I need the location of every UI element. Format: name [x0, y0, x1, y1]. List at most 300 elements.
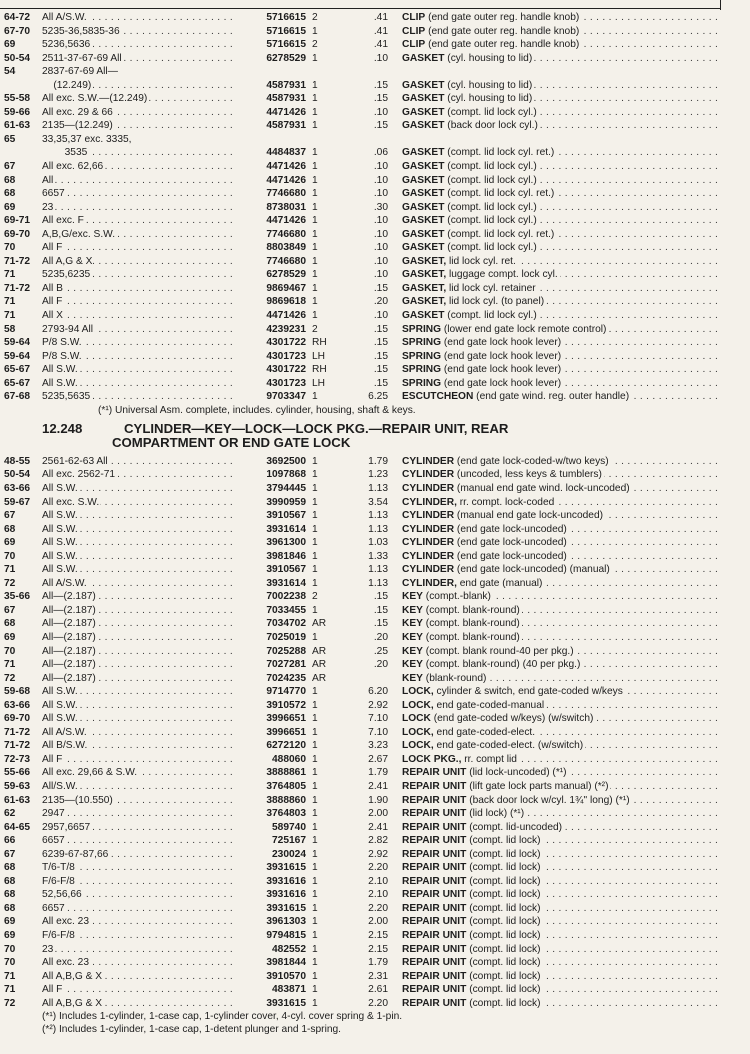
part-number-cell: 7024235	[266, 672, 306, 684]
part-detail: (compt. lid lock cyl.)	[447, 161, 537, 173]
model-text: All B	[42, 282, 63, 294]
part-name: REPAIR UNIT	[402, 957, 467, 969]
model-text: 2511-37-67-69 All	[42, 52, 122, 64]
model-cell	[42, 146, 236, 160]
price-cell: .20	[373, 296, 388, 308]
price-cell: 3.23	[368, 740, 388, 752]
model-text: All—(2.187)	[42, 618, 96, 630]
part-name: LOCK	[402, 713, 431, 725]
part-name: GASKET	[402, 52, 445, 64]
table-row	[4, 672, 720, 686]
model-cell	[42, 780, 236, 794]
model-cell	[42, 52, 236, 66]
description-cell	[388, 577, 720, 591]
part-number-cell: 483871	[272, 984, 306, 996]
description-text	[402, 916, 543, 927]
description-cell	[388, 377, 720, 391]
part-number-cell: 4471426	[266, 161, 306, 173]
year-cell: 71	[4, 269, 16, 281]
year-cell: 54	[4, 66, 16, 78]
part-name: GASKET	[402, 188, 445, 200]
description-text	[402, 551, 569, 562]
model-cell	[42, 956, 236, 970]
part-detail: (manual end gate lock-uncoded)	[456, 510, 604, 522]
part-number-cell: 589740	[272, 821, 306, 833]
year-cell: 72	[4, 997, 16, 1009]
part-detail: (back door lock cyl.)	[447, 120, 538, 132]
year-cell: 68	[4, 618, 16, 630]
model-text: All exc. S.W.	[42, 496, 100, 508]
model-text: All F	[42, 296, 63, 308]
description-text	[402, 147, 556, 158]
price-cell: .15	[373, 350, 388, 362]
table-row	[4, 468, 720, 482]
model-cell	[42, 455, 236, 469]
table-row	[4, 699, 720, 713]
part-number-cell: 9794815	[266, 930, 306, 941]
part-number-cell: 4301722	[266, 337, 306, 349]
table-row	[4, 38, 720, 52]
table-row	[4, 726, 720, 740]
model-text: All	[42, 174, 54, 186]
part-detail: (compt. lid lock)	[469, 916, 541, 928]
model-text: All exc. 29 & 66	[42, 106, 113, 118]
price-cell: 2.15	[368, 930, 388, 941]
part-name: KEY	[402, 672, 423, 684]
model-text: 23	[42, 201, 54, 213]
table-row	[4, 79, 720, 93]
description-cell	[388, 79, 720, 93]
year-cell: 64-72	[4, 12, 31, 23]
table-row	[4, 834, 720, 848]
model-text: 6657	[42, 188, 65, 200]
description-cell	[388, 187, 720, 201]
price-cell: 2.10	[368, 875, 388, 887]
description-cell	[388, 309, 720, 323]
description-cell	[388, 201, 720, 215]
table-row	[4, 228, 720, 242]
quantity-cell: 1	[312, 808, 318, 820]
year-cell: 66	[4, 835, 16, 847]
part-detail: (manual end gate wind. lock-uncoded)	[456, 482, 630, 494]
price-cell: .15	[373, 618, 388, 630]
price-cell: 2.15	[368, 943, 388, 955]
year-cell: 71	[4, 659, 16, 671]
section-heading	[4, 422, 720, 451]
quantity-cell: 1	[312, 726, 318, 738]
year-cell: 59-68	[4, 686, 31, 698]
part-number-cell: 5716615	[266, 25, 306, 37]
part-name: REPAIR UNIT	[402, 970, 467, 982]
model-text: All S.W.	[42, 364, 78, 376]
description-text	[402, 646, 576, 657]
model-text: All exc. 23	[42, 916, 89, 928]
table-row	[4, 160, 720, 174]
part-number-cell: 3794445	[266, 482, 306, 494]
part-name: LOCK,	[402, 740, 434, 752]
model-text: All S.W.	[42, 537, 78, 549]
price-cell: .41	[373, 12, 388, 23]
description-cell	[388, 807, 720, 821]
quantity-cell: 1	[312, 120, 318, 132]
description-cell	[388, 983, 720, 997]
part-detail: (lift gate lock parts manual) (*²)	[469, 780, 609, 792]
quantity-cell: 1	[312, 916, 318, 928]
description-cell	[388, 645, 720, 659]
description-cell	[388, 455, 720, 469]
part-number-cell: 3961303	[266, 916, 306, 928]
part-detail: (compt. lid lock)	[469, 957, 541, 969]
part-detail: (compt. lid lock cyl.)	[447, 174, 537, 186]
quantity-cell: 1	[312, 510, 318, 522]
part-detail: rr. compt. lock-coded	[459, 496, 555, 508]
part-detail: rr. compt lid	[464, 753, 517, 765]
part-number-cell: 7025019	[266, 631, 306, 643]
table-row	[4, 997, 720, 1011]
model-text: 2793-94 All	[42, 323, 93, 335]
year-cell: 63-66	[4, 699, 31, 711]
price-cell: 1.33	[368, 550, 388, 562]
description-cell	[388, 336, 720, 350]
model-text: P/8 S.W.	[42, 337, 82, 349]
part-number-cell: 4239231	[266, 323, 306, 335]
price-cell: .10	[373, 228, 388, 240]
quantity-cell: 1	[312, 161, 318, 173]
description-text	[402, 324, 608, 335]
part-number-cell: 9869467	[266, 282, 306, 294]
description-cell	[388, 106, 720, 120]
description-text	[402, 283, 538, 294]
price-cell: 2.41	[368, 780, 388, 792]
part-name: SPRING	[402, 350, 442, 362]
price-cell: 1.90	[368, 794, 388, 806]
quantity-cell: 1	[312, 296, 318, 308]
price-cell: 2.82	[368, 835, 388, 847]
quantity-cell: 1	[312, 174, 318, 186]
table-row	[4, 323, 720, 337]
model-text: All S.W.	[42, 713, 78, 725]
year-cell: 71	[4, 310, 16, 322]
part-detail: luggage compt. lock cyl.	[449, 269, 558, 281]
part-detail: (compt. lid lock)	[469, 984, 541, 996]
footnote-2: (*²) Includes 1-cylinder, 1-case cap, 1-detent plunger and 1-spring.	[42, 1024, 341, 1036]
description-text	[402, 618, 522, 629]
table-row	[4, 336, 720, 350]
section-number: 12.248	[42, 420, 83, 436]
table-row	[4, 363, 720, 377]
part-name: ESCUTCHEON	[402, 391, 474, 403]
quantity-cell: 1	[312, 242, 318, 254]
part-name: CLIP	[402, 25, 426, 37]
part-number-cell: 4471426	[266, 215, 306, 227]
model-cell	[42, 997, 236, 1011]
table-row	[4, 119, 720, 133]
model-text: 2561-62-63 All	[42, 455, 108, 467]
description-text	[402, 310, 539, 321]
part-detail: (compt. lid lock)	[469, 889, 541, 901]
description-text	[402, 876, 543, 887]
part-detail: (end gate wind. reg. outer handle)	[476, 391, 630, 403]
part-name: CYLINDER	[402, 469, 455, 481]
model-text: 5235,5635	[42, 391, 91, 403]
description-cell	[388, 390, 720, 404]
model-cell	[42, 174, 236, 188]
model-text: All B/S.W.	[42, 740, 88, 752]
quantity-cell: 1	[312, 970, 318, 982]
price-cell: .10	[373, 106, 388, 118]
part-number-cell: 7025288	[266, 645, 306, 657]
part-detail: (compt. lid lock cyl.)	[447, 106, 537, 118]
description-text	[402, 120, 540, 131]
model-cell	[42, 970, 236, 984]
part-name: GASKET	[402, 79, 445, 91]
table-row	[4, 604, 720, 618]
description-cell	[388, 496, 720, 510]
table-row	[4, 658, 720, 672]
part-number-cell: 3888861	[266, 767, 306, 779]
model-cell	[42, 834, 236, 848]
model-text: 2837-67-69 All—	[42, 66, 118, 78]
part-number-cell: 6278529	[266, 269, 306, 281]
model-cell	[42, 241, 236, 255]
part-number-cell: 8738031	[266, 201, 306, 213]
description-cell	[388, 119, 720, 133]
year-cell: 59-64	[4, 350, 31, 362]
part-number-cell: 488060	[272, 753, 306, 765]
model-cell	[42, 645, 236, 659]
model-cell	[42, 699, 236, 713]
description-cell	[388, 875, 720, 889]
model-text: 2957,6657	[42, 821, 91, 833]
description-cell	[388, 228, 720, 242]
description-cell	[388, 915, 720, 929]
model-cell	[42, 119, 236, 133]
description-text	[402, 903, 543, 914]
part-name: SPRING	[402, 337, 442, 349]
part-detail: (end gate lock hook lever)	[443, 364, 562, 376]
model-cell	[42, 228, 236, 242]
model-text: All S.W.	[42, 523, 78, 535]
part-name: CLIP	[402, 39, 426, 51]
year-cell: 68	[4, 862, 16, 874]
model-text: All—(2.187)	[42, 604, 96, 616]
table-row	[4, 631, 720, 645]
part-detail: (compt. lid lock)	[469, 930, 541, 941]
model-cell	[42, 712, 236, 726]
model-text: All A,B,G & X	[42, 997, 103, 1009]
model-cell	[42, 214, 236, 228]
quantity-cell: 1	[312, 93, 318, 105]
model-cell	[42, 133, 236, 147]
price-cell: .15	[373, 377, 388, 389]
part-name: GASKET	[402, 147, 445, 159]
model-text: All A/S.W.	[42, 577, 87, 589]
part-name: CYLINDER	[402, 564, 455, 576]
description-text	[402, 740, 585, 751]
quantity-cell: 1	[312, 269, 318, 281]
quantity-cell: AR	[312, 618, 327, 630]
year-cell: 58	[4, 323, 16, 335]
year-cell: 70	[4, 957, 16, 969]
part-number-cell: 230024	[272, 848, 306, 860]
description-cell	[388, 133, 720, 147]
description-text	[402, 80, 534, 91]
quantity-cell: 1	[312, 215, 318, 227]
part-detail: lid lock cyl. ret.	[449, 255, 516, 267]
part-number-cell: 4587931	[266, 120, 306, 132]
description-text	[402, 686, 625, 697]
description-text	[402, 822, 564, 833]
quantity-cell: 1	[312, 537, 318, 549]
footnote-universal-asm: (*¹) Universal Asm. complete, includes. cylinder, housing, shaft & keys.	[98, 404, 416, 416]
part-name: KEY	[402, 604, 423, 616]
year-cell: 71	[4, 296, 16, 308]
part-number-cell: 4301723	[266, 350, 306, 362]
description-text	[402, 605, 522, 616]
part-number-cell: 4301723	[266, 377, 306, 389]
year-cell: 69	[4, 930, 16, 941]
quantity-cell: 1	[312, 455, 318, 467]
model-text: 5236,5636	[42, 39, 91, 51]
part-name: KEY	[402, 618, 423, 630]
model-cell	[42, 617, 236, 631]
description-text	[402, 242, 539, 253]
year-cell: 68	[4, 889, 16, 901]
description-cell	[388, 861, 720, 875]
year-cell: 68	[4, 902, 16, 914]
table-row	[4, 255, 720, 269]
description-cell	[388, 268, 720, 282]
model-text: All—(2.187)	[42, 591, 96, 603]
price-cell: .10	[373, 188, 388, 200]
description-cell	[388, 295, 720, 309]
part-number-cell: 4484837	[266, 147, 306, 159]
model-cell	[42, 268, 236, 282]
part-name: REPAIR UNIT	[402, 902, 467, 914]
description-cell	[388, 848, 720, 862]
model-text: All/S.W.	[42, 780, 78, 792]
price-cell: 1.13	[368, 510, 388, 522]
part-detail: (compt. blank round-40 per pkg.)	[425, 645, 574, 657]
table-row	[4, 550, 720, 564]
part-detail: (cyl. housing to lid)	[447, 93, 533, 105]
model-text: All exc. 29,66 & S.W.	[42, 767, 138, 779]
part-number-cell: 3931614	[266, 577, 306, 589]
model-cell	[42, 915, 236, 929]
part-number-cell: 3910567	[266, 564, 306, 576]
year-cell: 70	[4, 242, 16, 254]
table-row	[4, 455, 720, 469]
quantity-cell: RH	[312, 364, 327, 376]
model-cell	[42, 766, 236, 780]
model-cell	[42, 295, 236, 309]
year-cell: 48-55	[4, 455, 31, 467]
quantity-cell: LH	[312, 350, 326, 362]
description-text	[402, 53, 534, 64]
model-text: All A,G & X	[42, 255, 93, 267]
description-cell	[388, 25, 720, 39]
model-text: 6657	[42, 835, 65, 847]
quantity-cell: 1	[312, 79, 318, 91]
part-name: LOCK,	[402, 686, 434, 698]
part-detail: (compt. lid lock cyl. ret.)	[447, 188, 555, 200]
part-detail: (end gate lock hook lever)	[443, 350, 562, 362]
quantity-cell: 1	[312, 564, 318, 576]
year-cell: 65-67	[4, 377, 31, 389]
table-row	[4, 268, 720, 282]
part-number-cell: 3910572	[266, 699, 306, 711]
description-cell	[388, 65, 720, 79]
table-row	[4, 766, 720, 780]
description-text	[402, 862, 543, 873]
part-number-cell: 4587931	[266, 79, 306, 91]
part-number-cell: 1097868	[266, 469, 306, 481]
description-cell	[388, 617, 720, 631]
year-cell: 72	[4, 672, 16, 684]
year-cell: 67	[4, 848, 16, 860]
part-name: REPAIR UNIT	[402, 875, 467, 887]
year-cell: 50-54	[4, 52, 31, 64]
table-row	[4, 739, 720, 753]
table-row	[4, 241, 720, 255]
part-number-cell: 3910570	[266, 970, 306, 982]
part-detail: (end gate outer reg. handle knob)	[428, 12, 580, 23]
model-text: F/6-F/8	[42, 875, 75, 887]
price-cell: .30	[373, 201, 388, 213]
year-cell: 68	[4, 875, 16, 887]
year-cell: 55-58	[4, 93, 31, 105]
part-number-cell: 3931615	[266, 902, 306, 914]
part-number-cell: 3931616	[266, 875, 306, 887]
description-cell	[388, 536, 720, 550]
quantity-cell: RH	[312, 337, 327, 349]
price-cell: 2.20	[368, 997, 388, 1009]
model-text: A,B,G/exc. S.W.	[42, 228, 116, 240]
model-cell	[42, 685, 236, 699]
part-number-cell: 3931615	[266, 997, 306, 1009]
part-number-cell: 4471426	[266, 310, 306, 322]
model-text: All X	[42, 310, 63, 322]
year-cell: 67	[4, 510, 16, 522]
part-name: GASKET	[402, 215, 445, 227]
year-cell: 72	[4, 577, 16, 589]
price-cell: 1.13	[368, 482, 388, 494]
model-cell	[42, 65, 236, 79]
description-text	[402, 713, 595, 724]
quantity-cell: 1	[312, 767, 318, 779]
description-text	[402, 483, 632, 494]
description-text	[402, 175, 539, 186]
model-text: 6239-67-87,66	[42, 848, 109, 860]
part-number-cell: 5716615	[266, 12, 306, 23]
description-text	[402, 456, 611, 467]
part-name: CYLINDER	[402, 550, 455, 562]
price-cell: 2.20	[368, 902, 388, 914]
section-12-248	[4, 455, 720, 1010]
model-cell	[42, 726, 236, 740]
part-detail: (compt. lid lock)	[469, 970, 541, 982]
description-text	[402, 215, 539, 226]
part-detail: (compt.-blank)	[425, 591, 491, 603]
quantity-cell: 1	[312, 631, 318, 643]
quantity-cell: 2	[312, 12, 318, 23]
table-row	[4, 780, 720, 794]
table-row	[4, 390, 720, 404]
year-cell: 59-67	[4, 496, 31, 508]
price-cell: 7.10	[368, 713, 388, 725]
description-cell	[388, 160, 720, 174]
price-cell: 2.92	[368, 699, 388, 711]
